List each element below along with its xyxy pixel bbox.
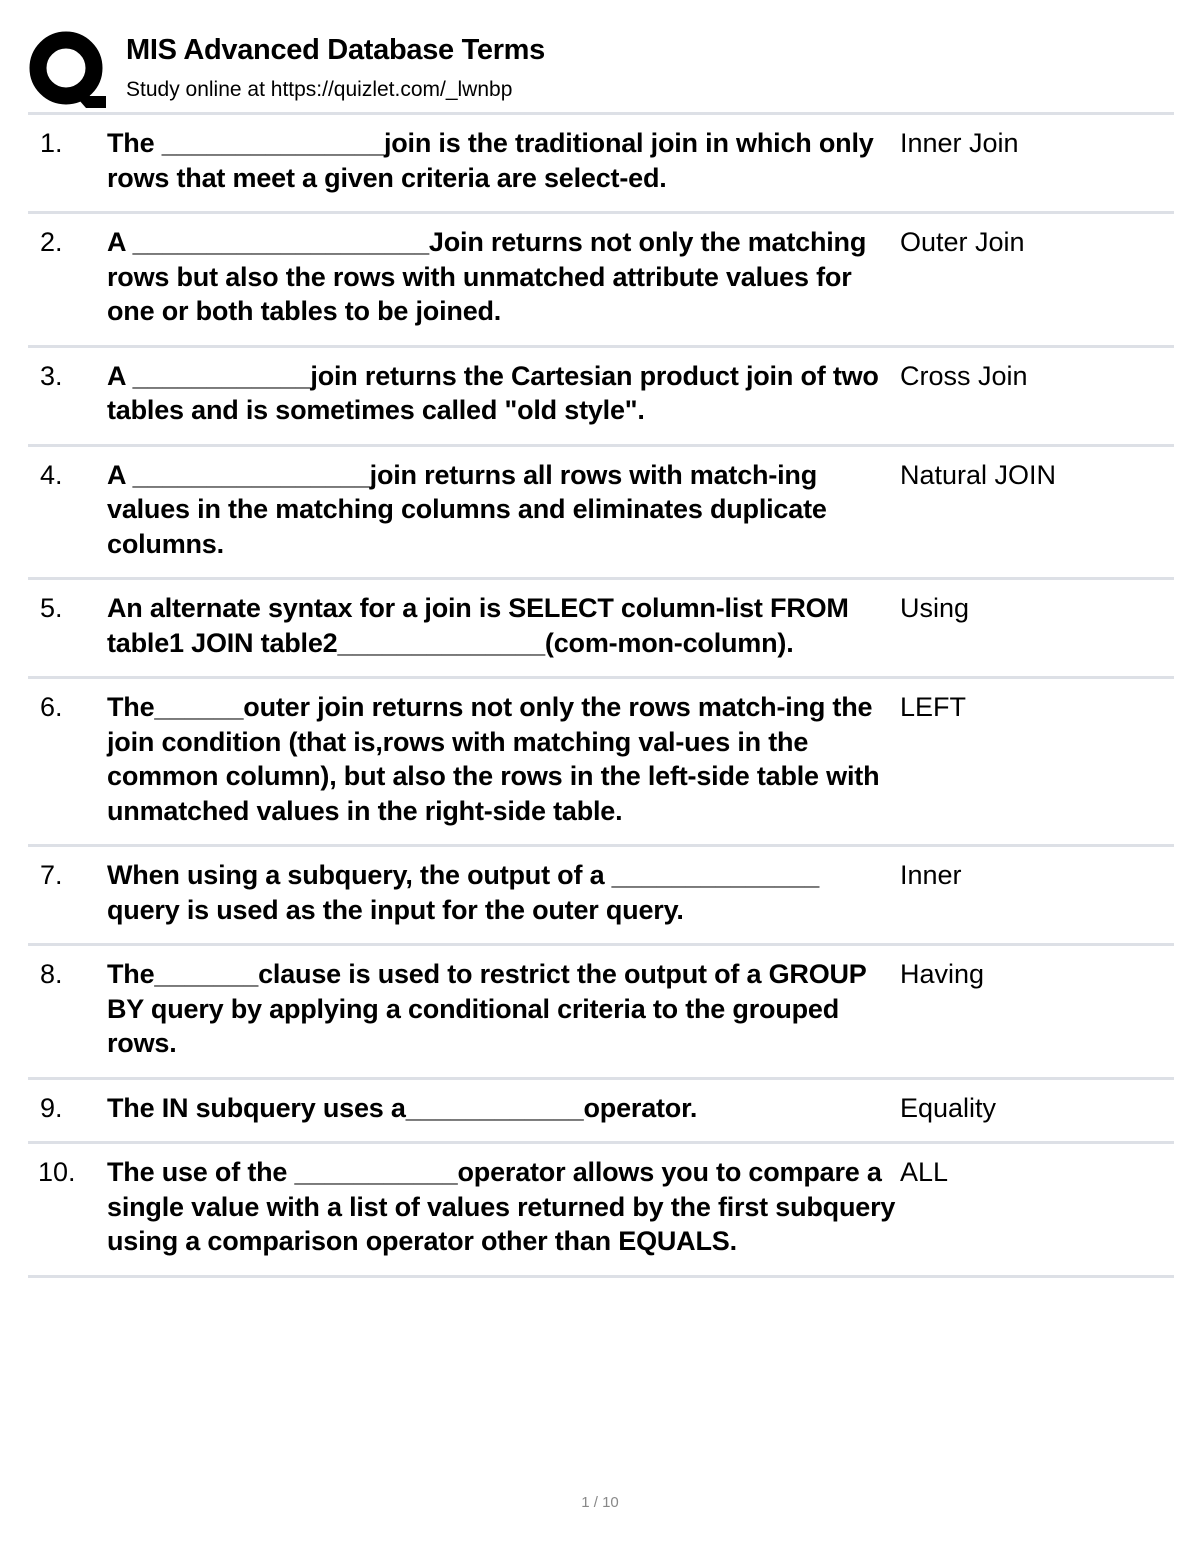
term-number: 4. (40, 459, 63, 490)
page-number: 1 / 10 (581, 1494, 619, 1511)
term-definition: Cross Join (900, 360, 1028, 391)
term-definition: ALL (900, 1157, 949, 1187)
term-text: A ____________________Join returns not only the matching rows but also the rows with unmatched attribute values for one or both tables to be joined. (107, 227, 867, 326)
term-number: 1. (40, 128, 63, 158)
study-link-text: Study online at https://quizlet.com/_lwnbp (126, 78, 513, 101)
term-definition: Outer Join (900, 227, 1025, 257)
term-number: 3. (40, 360, 63, 391)
quizlet-logo-icon (28, 30, 108, 110)
term-row (28, 1144, 1174, 1278)
term-text: A ________________join returns all rows with match-ing values in the matching columns and eliminates duplicate columns. (107, 459, 827, 559)
term-row (28, 115, 1174, 214)
term-row (28, 580, 1174, 679)
term-definition: Using (900, 593, 970, 623)
term-text: The _______________join is the traditional join in which only rows that meet a given criteria are select-ed. (107, 128, 874, 193)
term-number: 5. (40, 593, 63, 623)
term-definition: Natural JOIN (900, 459, 1057, 490)
page-header (28, 28, 1174, 112)
term-definition: Having (900, 959, 985, 989)
term-number: 2. (40, 227, 63, 257)
term-list (28, 115, 1174, 1278)
term-row (28, 447, 1174, 581)
term-text: An alternate syntax for a join is SELECT column-list FROM table1 JOIN table2______________(com-mon-column). (107, 593, 849, 658)
term-text: The______outer join returns not only the rows match-ing the join condition (that is,rows with matching val-ues in the common column), but also the rows in the left-side table with unmatched values in the right-side table. (107, 692, 880, 826)
term-definition: Equality (900, 1092, 997, 1123)
term-number: 9. (40, 1092, 63, 1123)
term-row (28, 214, 1174, 348)
term-text: When using a subquery, the output of a ______________ query is used as the input for the outer query. (107, 860, 820, 925)
term-definition: Inner (900, 860, 962, 890)
term-definition: LEFT (900, 692, 967, 722)
term-row (28, 348, 1174, 447)
term-row (28, 679, 1174, 847)
term-text: A ____________join returns the Cartesian product join of two tables and is sometimes called "old style". (107, 360, 879, 425)
term-text: The_______clause is used to restrict the output of a GROUP BY query by applying a conditional criteria to the grouped rows. (107, 959, 867, 1058)
term-number: 10. (38, 1157, 76, 1187)
term-number: 7. (40, 860, 63, 890)
term-number: 6. (40, 692, 63, 722)
term-definition: Inner Join (900, 128, 1019, 158)
term-number: 8. (40, 959, 63, 989)
term-row (28, 946, 1174, 1080)
term-row (28, 1080, 1174, 1145)
term-text: The IN subquery uses a____________operator. (107, 1092, 698, 1123)
term-row (28, 847, 1174, 946)
term-text: The use of the ___________operator allows you to compare a single value with a list of values returned by the first subquery using a comparison operator other than EQUALS. (107, 1157, 896, 1256)
page-title: MIS Advanced Database Terms (126, 34, 545, 66)
